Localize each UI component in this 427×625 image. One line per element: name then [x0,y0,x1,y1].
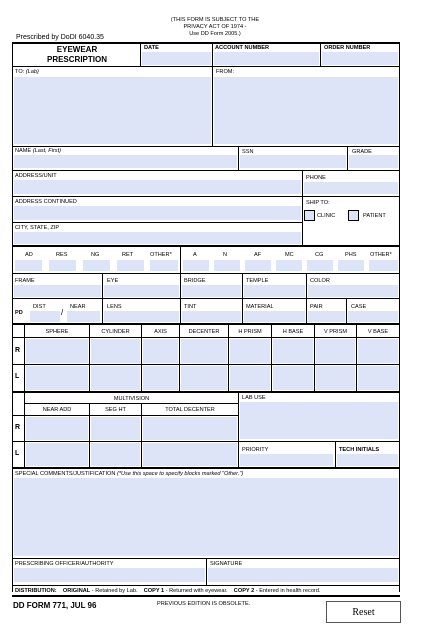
code-n: N [223,252,228,258]
code-ad-field[interactable] [15,260,42,271]
mv-header-total-decenter: TOTAL DECENTER [165,407,215,413]
rx-l-axis[interactable] [143,366,178,390]
distribution-line: DISTRIBUTION: ORIGINAL - Retained by Lab. COPY 1 - Returned with eyewear. COPY 2 - Entered in health record. [15,588,321,594]
pd-label: PD [15,310,23,316]
rx-l-h-base[interactable] [273,366,313,390]
clinic-label: CLINIC [317,213,336,219]
order-number-label: ORDER NUMBER [324,45,371,51]
form-title-line1: EYEWEAR [56,45,98,54]
city-state-zip-label: CITY, STATE, ZIP [15,225,60,231]
pd-near-field[interactable] [67,311,100,322]
lab-use-label: LAB USE [242,395,266,401]
prescribing-officer-field[interactable] [14,568,205,582]
mv-header-seg-ht: SEG HT [105,407,126,413]
rx-r-v-prism[interactable] [316,339,355,363]
lab-use-field[interactable] [240,402,398,439]
priority-label: PRIORITY [242,447,269,453]
frame-label: FRAME [15,278,35,284]
pd-dist-field[interactable] [30,311,60,322]
rx-header-sphere: SPHERE [45,329,69,335]
rx-l-sphere[interactable] [26,366,88,390]
signature-field[interactable] [208,568,398,582]
code-ret-field[interactable] [117,260,144,271]
bridge-label: BRIDGE [184,278,206,284]
rx-r-cylinder[interactable] [91,339,140,363]
prescribed-by: Prescribed by DoDI 6040.35 [16,34,104,41]
mv-r-near-add[interactable] [26,417,88,440]
pd-dist-label: DIST [33,304,46,310]
rx-row-r: R [15,347,21,354]
grade-label: GRADE [352,149,372,155]
code-af: AF [254,252,262,258]
rx-l-cylinder[interactable] [91,366,140,390]
mv-row-l: L [15,450,20,457]
ssn-label: SSN [242,149,254,155]
case-field[interactable] [348,311,398,322]
rx-header-cylinder: CYLINDER [101,329,130,335]
code-ad: AD [25,252,33,258]
eye-label: EYE [107,278,119,284]
address-unit-label: ADDRESS/UNIT [15,173,57,179]
code-n-field[interactable] [214,260,240,271]
account-number-label: ACCOUNT NUMBER [215,45,270,51]
phone-label: PHONE [306,175,326,181]
code-a-field[interactable] [183,260,209,271]
code-ng: NG [91,252,100,258]
ssn-field[interactable] [240,155,346,168]
rx-header-decenter: DECENTER [188,329,220,335]
order-number-field[interactable] [322,52,398,65]
signature-label: SIGNATURE [210,561,243,567]
rx-l-h-prism[interactable] [230,366,270,390]
pair-field[interactable] [308,311,345,322]
tint-field[interactable] [182,311,241,322]
form-id: DD FORM 771, JUL 96 [13,601,97,610]
lens-field[interactable] [104,311,179,322]
reset-button[interactable]: Reset [326,601,401,623]
rx-header-v-prism: V PRISM [323,329,347,335]
rx-header-h-prism: H PRISM [238,329,262,335]
rx-l-decenter[interactable] [181,366,227,390]
color-field[interactable] [308,285,398,297]
code-cg-field[interactable] [307,260,333,271]
rx-r-decenter[interactable] [181,339,227,363]
rx-r-v-base[interactable] [358,339,398,363]
mv-l-near-add[interactable] [26,443,88,466]
patient-checkbox-label: PATIENT [363,213,386,219]
account-number-field[interactable] [214,52,319,65]
form-title-line2: PRESCRIPTION [46,55,107,64]
code-ng-field[interactable] [83,260,110,271]
code-res: RES [56,252,68,258]
address-continued-field[interactable] [14,206,301,220]
multivision-title: MULTIVISION [113,396,150,402]
ship-to-label: SHIP TO: [306,200,330,206]
pair-label: PAIR [310,304,323,310]
to-label: TO: (Lab) [15,69,39,75]
date-label: DATE [144,45,159,51]
temple-label: TEMPLE [246,278,269,284]
case-label: CASE [351,304,367,310]
phone-field[interactable] [304,182,398,194]
mv-header-near-add: NEAR ADD [42,407,72,413]
rx-header-h-base: H BASE [282,329,304,335]
code-other-right-field[interactable] [369,260,398,271]
bridge-field[interactable] [182,285,241,297]
address-continued-label: ADDRESS CONTINUED [15,199,77,205]
address-unit-field[interactable] [14,180,301,194]
code-other-left-field[interactable] [150,260,178,271]
rx-row-l: L [15,373,20,380]
material-field[interactable] [244,311,305,322]
code-phs-field[interactable] [338,260,364,271]
frame-field[interactable] [14,285,101,297]
pd-slash: / [61,308,64,317]
from-label: FROM: [216,69,235,75]
code-other-right: OTHER* [370,252,392,258]
code-cg: CG [315,252,324,258]
code-res-field[interactable] [49,260,76,271]
rx-header-v-base: V BASE [367,329,389,335]
color-label: COLOR [310,278,330,284]
code-mc-field[interactable] [276,260,302,271]
rx-l-v-prism[interactable] [316,366,355,390]
priority-field[interactable] [240,454,333,466]
comments-field[interactable] [14,478,398,556]
to-lab-field[interactable] [14,77,211,144]
comments-label: SPECIAL COMMENTS/JUSTIFICATION (*Use this space to specify blocks marked "Other.") [15,471,244,477]
mv-r-seg-ht[interactable] [91,417,140,440]
tech-initials-label: TECH INITIALS [339,447,380,453]
rx-r-h-prism[interactable] [230,339,270,363]
code-other-left: OTHER* [150,252,172,258]
mv-l-total-decenter[interactable] [143,443,237,466]
pd-near-label: NEAR [70,304,86,310]
code-phs: PHS [345,252,357,258]
name-label: NAME (Last, First) [15,148,62,154]
mv-l-seg-ht[interactable] [91,443,140,466]
code-ret: RET [122,252,134,258]
lens-label: LENS [107,304,122,310]
eye-field[interactable] [104,285,179,297]
material-label: MATERIAL [246,304,274,310]
rx-r-h-base[interactable] [273,339,313,363]
rx-l-v-base[interactable] [358,366,398,390]
rx-r-axis[interactable] [143,339,178,363]
rx-r-sphere[interactable] [26,339,88,363]
name-field[interactable] [14,155,237,168]
tint-label: TINT [184,304,197,310]
prescribing-officer-label: PRESCRIBING OFFICER/AUTHORITY [15,561,114,567]
code-a: A [193,252,197,258]
privacy-notice-line1: (THIS FORM IS SUBJECT TO THE [170,17,260,23]
rx-header-axis: AXIS [154,329,167,335]
grade-field[interactable] [349,155,398,168]
city-state-zip-field[interactable] [14,232,301,244]
code-mc: MC [285,252,294,258]
mv-r-total-decenter[interactable] [143,417,237,440]
from-field[interactable] [214,77,398,144]
privacy-notice-line2: PRIVACY ACT OF 1974 - [183,24,247,30]
date-field[interactable] [142,52,211,65]
clinic-checkbox[interactable] [304,210,315,221]
code-af-field[interactable] [245,260,271,271]
patient-checkbox[interactable] [348,210,359,221]
mv-row-r: R [15,424,21,431]
previous-edition-notice: PREVIOUS EDITION IS OBSOLETE. [157,601,251,607]
temple-field[interactable] [244,285,305,297]
privacy-notice-line3: Use DD Form 2005.) [189,31,241,37]
tech-initials-field[interactable] [337,454,398,466]
